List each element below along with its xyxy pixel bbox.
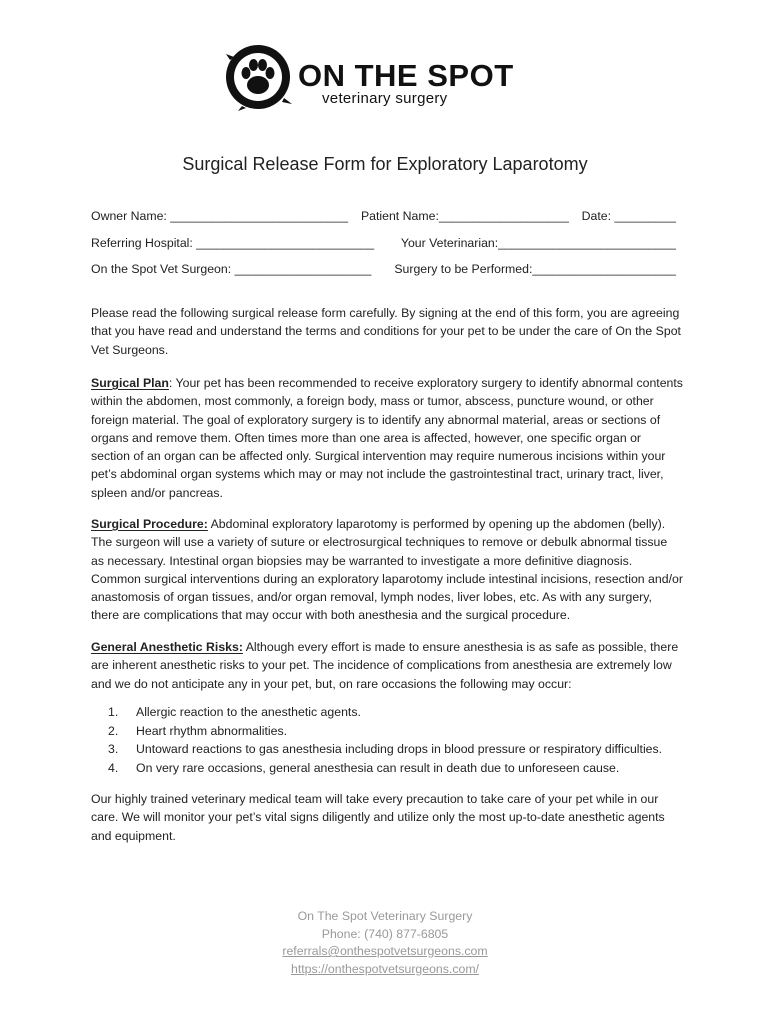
- list-item: [108, 722, 688, 741]
- list-item-number: 1.: [108, 705, 119, 719]
- list-item-number: 4.: [108, 761, 119, 776]
- list-item-number: 3.: [108, 742, 119, 757]
- risk-list: [108, 703, 688, 778]
- date-field[interactable]: Date: _________: [581, 209, 676, 223]
- list-item-text: Heart rhythm abnormalities.: [136, 723, 288, 738]
- page-title: Surgical Release Form for Exploratory Laparotomy: [182, 154, 588, 174]
- brand-logo: [222, 40, 522, 116]
- field-row-owner: [91, 209, 676, 223]
- brand-title: ON THE SPOT: [298, 58, 514, 93]
- list-item-text: Untoward reactions to gas anesthesia including drops in blood pressure or respiratory difficulties.: [136, 742, 663, 757]
- anesthetic-risks-paragraph: [91, 638, 683, 693]
- footer-phone: Phone: (740) 877-6805: [321, 926, 449, 941]
- referring-hospital-field[interactable]: Referring Hospital: __________________________: [91, 236, 375, 250]
- list-item: [108, 703, 688, 722]
- list-item-text: On very rare occasions, general anesthesia can result in death due to unforeseen cause.: [136, 761, 620, 776]
- patient-name-field[interactable]: Patient Name:___________________: [360, 209, 569, 223]
- surgical-plan-label: Surgical Plan: [91, 376, 169, 390]
- intro-paragraph: Please read the following surgical release form carefully. By signing at the end of this form, you are agreeing that you have read and understand the terms and conditions for your pet to be under the care of On the Spot Vet Surgeons.: [91, 306, 681, 357]
- surgery-performed-field[interactable]: Surgery to be Performed:_____________________: [394, 262, 676, 276]
- list-item-text: Allergic reaction to the anesthetic agents.: [136, 705, 361, 719]
- field-row-surgeon: [91, 262, 676, 276]
- footer-contact: [0, 908, 770, 978]
- your-veterinarian-field[interactable]: Your Veterinarian:__________________________: [400, 236, 676, 250]
- list-item-number: 2.: [108, 723, 119, 738]
- field-row-referring: [91, 236, 676, 250]
- footer-clinic-name: On The Spot Veterinary Surgery: [297, 909, 473, 923]
- anesthetic-risks-text: Although every effort is made to ensure anesthesia is as safe as possible, there are inherent anesthetic risks to your pet. The incidence of complications from anesthesia are extremely low and we do not anticipate any in your pet, but, on rare occasions the following may occur:: [91, 640, 679, 691]
- owner-name-field[interactable]: Owner Name: __________________________: [91, 209, 349, 223]
- surgical-plan-paragraph: [91, 374, 683, 502]
- surgical-procedure-label: Surgical Procedure:: [91, 517, 208, 531]
- surgical-plan-text: : Your pet has been recommended to receive exploratory surgery to identify abnormal contents within the abdomen, most commonly, a foreign body, mass or tumor, abscess, puncture wound, or other foreign material. The goal of exploratory surgery is to identify any abnormal material, areas or sections of organs and remove them. Often times more than one area is affected, however, one specific organ or section of an organ can be affected only. Surgical intervention may require numerous incisions within your pet’s abdominal organ systems which may or may not include the gastrointestinal tract, urinary tract, liver, spleen and/or pancreas.: [91, 376, 683, 500]
- list-item: [108, 759, 688, 778]
- care-paragraph: Our highly trained veterinary medical team will take every precaution to take care of your pet while in our care. We will monitor your pet’s vital signs diligently and utilize only the most up-to-date anesthetic agents and equipment.: [91, 792, 665, 843]
- surgical-procedure-text: Abdominal exploratory laparotomy is performed by opening up the abdomen (belly). The surgeon will use a variety of suture or electrosurgical techniques to remove or debulk abnormal tissue as necessary. Intestinal organ biopsies may be warranted to investigate a more definitive diagnosis. Common surgical interventions during an exploratory laparotomy include intestinal incisions, resection and/or anastomosis of organ tissues, and/or organ removal, lymph nodes, liver lobes, etc. As with any surgery, there are complications that may occur with both anesthesia and the surgical procedure.: [91, 517, 683, 623]
- brand-subtitle: veterinary surgery: [322, 90, 448, 107]
- surgeon-field[interactable]: On the Spot Vet Surgeon: ____________________: [91, 262, 372, 276]
- surgical-procedure-paragraph: [91, 515, 683, 625]
- footer-website-link[interactable]: https://onthespotvetsurgeons.com/: [291, 961, 479, 976]
- footer-email-link[interactable]: referrals@onthespotvetsurgeons.com: [282, 944, 488, 958]
- anesthetic-risks-label: General Anesthetic Risks:: [91, 640, 243, 654]
- paw-print-icon: [222, 40, 294, 112]
- list-item: [108, 740, 688, 759]
